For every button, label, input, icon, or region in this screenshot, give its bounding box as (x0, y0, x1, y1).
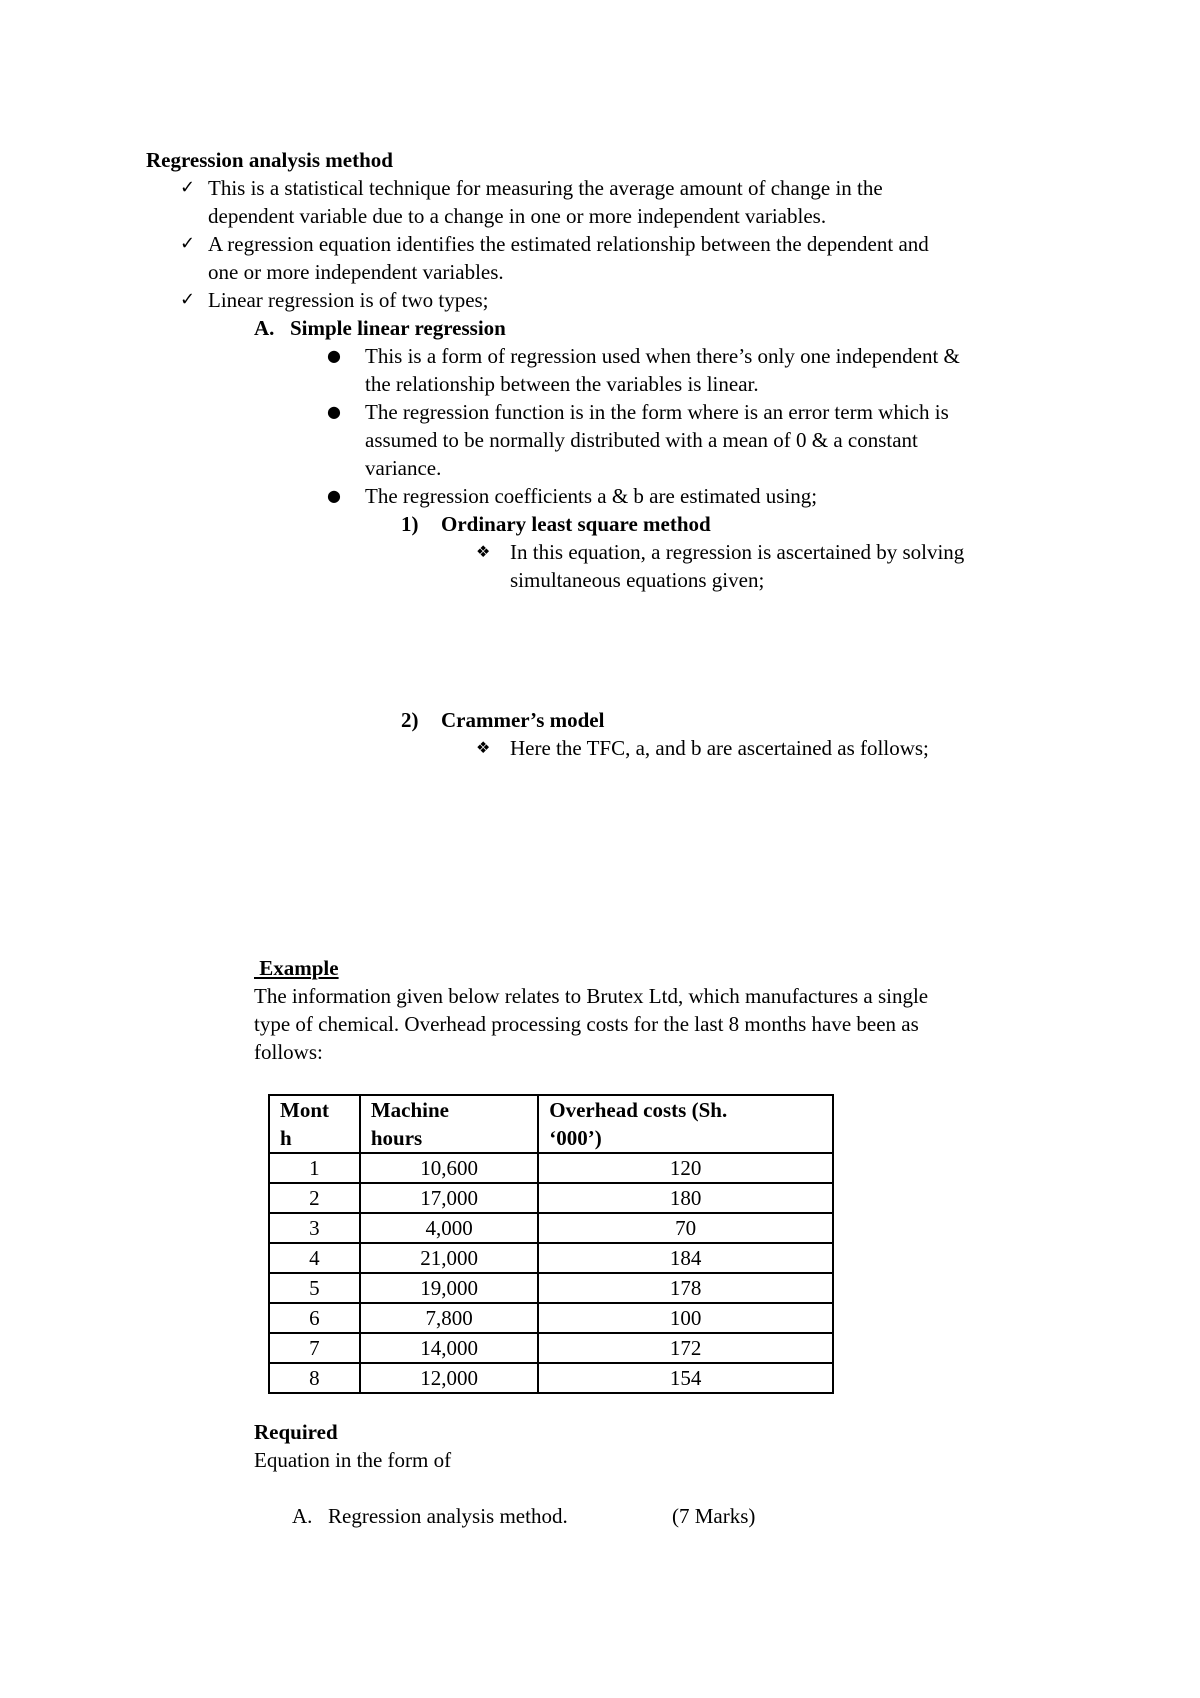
example-title: Example (254, 956, 339, 980)
cell-month: 2 (269, 1183, 360, 1213)
bullet-dot-icon: ● (327, 346, 341, 365)
example-text: The information given below relates to Brutex Ltd, which manufactures a single type of chemical. Overhead processing costs for the last 8 months have been as follows: (254, 984, 929, 1064)
column-header-month: Mont h (269, 1095, 360, 1153)
cell-month: 7 (269, 1333, 360, 1363)
cell-overhead-cost: 70 (538, 1213, 833, 1243)
check-bullet-3 (180, 286, 489, 314)
method-1-heading (401, 510, 711, 538)
bullet-dot-icon: ● (327, 402, 341, 421)
cell-month: 5 (269, 1273, 360, 1303)
diamond-bullet-icon: ❖ (476, 738, 491, 757)
table-row (269, 1153, 833, 1183)
cell-machine-hours: 17,000 (360, 1183, 538, 1213)
table-row (269, 1363, 833, 1393)
cell-machine-hours: 7,800 (360, 1303, 538, 1333)
required-title: Required (254, 1420, 338, 1444)
checkmark-icon: ✓ (180, 177, 196, 198)
cell-month: 6 (269, 1303, 360, 1333)
method-2-text: Here the TFC, a, and b are ascertained as follows; (510, 736, 929, 760)
cell-machine-hours: 10,600 (360, 1153, 538, 1183)
method-1-title: Ordinary least square method (441, 512, 711, 536)
required-item-marks: (7 Marks) (672, 1504, 756, 1528)
dot-bullet-2 (327, 398, 949, 482)
checkmark-icon: ✓ (180, 289, 196, 310)
cell-month: 1 (269, 1153, 360, 1183)
table-header-row (269, 1095, 833, 1153)
table-row (269, 1213, 833, 1243)
bullet-dot-icon: ● (327, 486, 341, 505)
table-row (269, 1183, 833, 1213)
required-item-label: A. (292, 1504, 313, 1528)
cell-machine-hours: 21,000 (360, 1243, 538, 1273)
bullet-text: Linear regression is of two types; (208, 288, 489, 312)
checkmark-icon: ✓ (180, 233, 196, 254)
table-row (269, 1273, 833, 1303)
method-1-text: In this equation, a regression is ascertained by solving simultaneous equations given; (510, 540, 965, 592)
table-row (269, 1333, 833, 1363)
section-a-heading (254, 314, 506, 342)
table-row (269, 1243, 833, 1273)
method-1-number: 1) (401, 512, 419, 536)
cell-overhead-cost: 184 (538, 1243, 833, 1273)
dot-bullet-1 (327, 342, 960, 398)
bullet-text: A regression equation identifies the estimated relationship between the dependent and one or more independent variables. (208, 232, 929, 284)
method-2-heading (401, 706, 604, 734)
column-header-machine-hours: Machine hours (360, 1095, 538, 1153)
cell-month: 3 (269, 1213, 360, 1243)
overhead-costs-table (268, 1094, 834, 1394)
required-item-text: Regression analysis method. (328, 1504, 568, 1528)
diamond-bullet-2 (476, 734, 929, 762)
diamond-bullet-icon: ❖ (476, 542, 491, 561)
cell-overhead-cost: 172 (538, 1333, 833, 1363)
cell-overhead-cost: 154 (538, 1363, 833, 1393)
cell-machine-hours: 12,000 (360, 1363, 538, 1393)
cell-overhead-cost: 180 (538, 1183, 833, 1213)
check-bullet-2 (180, 230, 929, 286)
method-2-number: 2) (401, 708, 419, 732)
cell-month: 4 (269, 1243, 360, 1273)
cell-machine-hours: 4,000 (360, 1213, 538, 1243)
cell-machine-hours: 14,000 (360, 1333, 538, 1363)
section-a-label: A. (254, 316, 275, 340)
section-heading: Regression analysis method (146, 148, 393, 172)
cell-overhead-cost: 120 (538, 1153, 833, 1183)
diamond-bullet-1 (476, 538, 964, 594)
column-header-overhead-costs: Overhead costs (Sh. ‘000’) (538, 1095, 833, 1153)
section-a-title: Simple linear regression (290, 316, 506, 340)
cell-month: 8 (269, 1363, 360, 1393)
cell-overhead-cost: 178 (538, 1273, 833, 1303)
required-item-a (292, 1502, 755, 1530)
table-row (269, 1303, 833, 1333)
dot-bullet-3 (327, 482, 817, 510)
check-bullet-1 (180, 174, 883, 230)
bullet-text: This is a statistical technique for measuring the average amount of change in the dependent variable due to a change in one or more independent variables. (208, 176, 883, 228)
cell-overhead-cost: 100 (538, 1303, 833, 1333)
method-2-title: Crammer’s model (441, 708, 605, 732)
point-text: The regression function is in the form where is an error term which is assumed to be normally distributed with a mean of 0 & a constant variance. (365, 400, 949, 480)
cell-machine-hours: 19,000 (360, 1273, 538, 1303)
required-text: Equation in the form of (254, 1448, 452, 1472)
point-text: The regression coefficients a & b are estimated using; (365, 484, 818, 508)
point-text: This is a form of regression used when there’s only one independent & the relationship between the variables is linear. (365, 344, 960, 396)
